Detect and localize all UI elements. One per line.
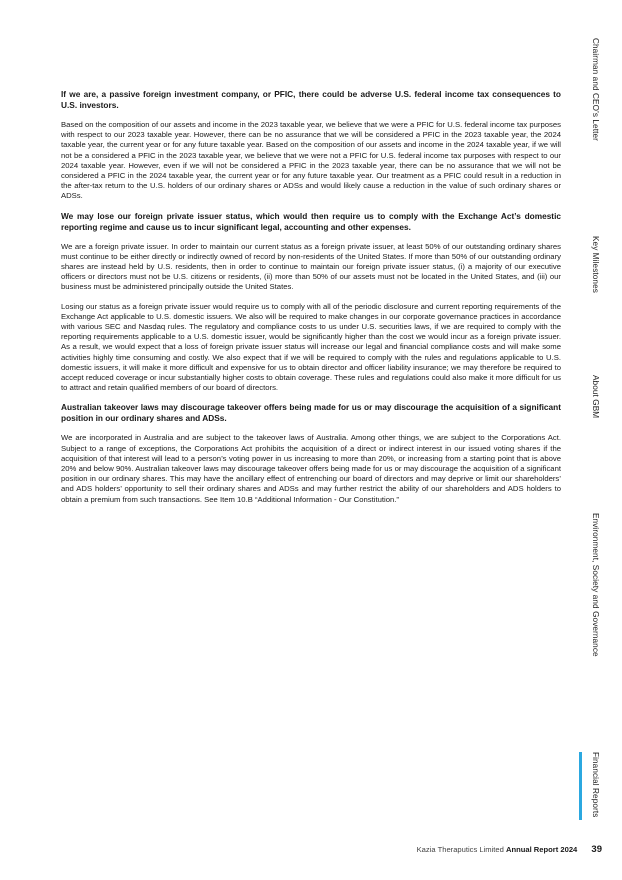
paragraph-pfic: Based on the composition of our assets and income in the 2023 taxable year, we believe that we were a PFIC for U.S. federal income tax purposes with respect to our 2023 taxable year. However, there can be no assurance that we will be considered a PFIC in the 2023 taxable year, the 2024 taxable year, the current year or for any future taxable year. Based on the composition of our assets and income in the 2024 taxable year, if we will not be a considered a PFIC in the 2023 taxable year, we believe that we were not a PFIC for U.S. federal income tax purposes with respect to our 2024 taxable year. However, even if we will not be considered a PFIC in the 2023 taxable year, there can be no assurance that we will not be considered a PFIC in the 2024 taxable year, the current year or for any future taxable year. Our treatment as a PFIC could result in a reduction in the after-tax return to the U.S. holders of our ordinary shares or ADSs and would likely cause a reduction in the value of such ordinary shares or ADSs. <box>61 120 561 201</box>
side-tab-chairman-ceo-letter[interactable]: Chairman and CEO’s Letter <box>591 38 600 141</box>
paragraph-takeover-laws: We are incorporated in Australia and are subject to the takeover laws of Australia. Among other things, we are subject to the Corporations Act. Subject to a range of exceptions, the Corporations Act prohibits the acquisition of a direct or indirect interest in our issued voting shares if the acquisition of that interest will lead to a person’s voting power in us increasing to more than 20%, or increasing from a starting point that is above 20% and below 90%. Australian takeover laws may discourage takeover offers being made for us or may discourage the acquisition of a significant position in our ordinary shares. This may have the ancillary effect of entrenching our board of directors and may deprive or limit our shareholders’ and ADS holders’ opportunity to sell their ordinary shares and ADSs and may further restrict the ability of our shareholders and ADS holders to obtain a premium from such transactions. See Item 10.B “Additional Information - Our Constitution.” <box>61 433 561 504</box>
side-tab-financial-reports[interactable]: Financial Reports <box>591 752 600 818</box>
page-number: 39 <box>591 844 602 855</box>
footer-report-title: Annual Report 2024 <box>505 845 578 854</box>
side-tab-esg[interactable]: Environment, Society and Governance <box>591 513 600 657</box>
side-tab-key-milestones[interactable]: Key Milestones <box>591 236 600 293</box>
section-heading-foreign-private-issuer: We may lose our foreign private issuer status, which would then require us to comply with the Exchange Act’s domestic reporting regime and cause us to incur significant legal, accounting and other expenses. <box>61 210 561 232</box>
section-heading-pfic: If we are, a passive foreign investment company, or PFIC, there could be adverse U.S. federal income tax consequences to U.S. investors. <box>61 89 561 110</box>
footer-company-name: Kazia Theraputics Limited <box>416 845 504 854</box>
section-heading-takeover-laws: Australian takeover laws may discourage takeover offers being made for us or may discourage the acquisition of a significant position in our ordinary shares and ADSs. <box>61 402 561 424</box>
document-body <box>61 89 561 505</box>
side-tab-about-gbm[interactable]: About GBM <box>591 375 600 419</box>
paragraph-losing-status: Losing our status as a foreign private issuer would require us to comply with all of the periodic disclosure and current reporting requirements of the Exchange Act applicable to U.S. domestic issuers. We also will be required to make changes in our corporate governance practices in accordance with various SEC and Nasdaq rules. The regulatory and compliance costs to us under U.S. securities laws, if we are required to comply with the reporting requirements applicable to a U.S. domestic issuer, would be significantly higher than the cost we would incur as a foreign private issuer. As a result, we would expect that a loss of foreign private issuer status will increase our legal and financial compliance costs and will make some activities highly time consuming and costly. We also expect that if we will be required to comply with the rules and regulations applicable to U.S. domestic issuers, it will make it more difficult and expensive for us to obtain director and officer liability insurance; we may therefore be required to accept reduced coverage or incur substantially higher costs to obtain coverage. These rules and regulations could also make it more difficult for us to attract and retain qualified members of our board of directors. <box>61 301 561 393</box>
page-footer <box>417 844 602 855</box>
active-tab-indicator <box>579 752 582 820</box>
paragraph-foreign-private-issuer-status: We are a foreign private issuer. In order to maintain our current status as a foreign private issuer, at least 50% of our outstanding ordinary shares must continue to be either directly or indirectly owned of record by non-residents of the United States. If more than 50% of our outstanding ordinary shares are instead held by U.S. residents, then in order to continue to maintain our foreign private issuer status, (i) a majority of our executive officers or directors must not be U.S. citizens or residents, (ii) more than 50% of our assets must not be located in the United States, and (iii) our business must be administered principally outside the United States. <box>61 241 561 292</box>
